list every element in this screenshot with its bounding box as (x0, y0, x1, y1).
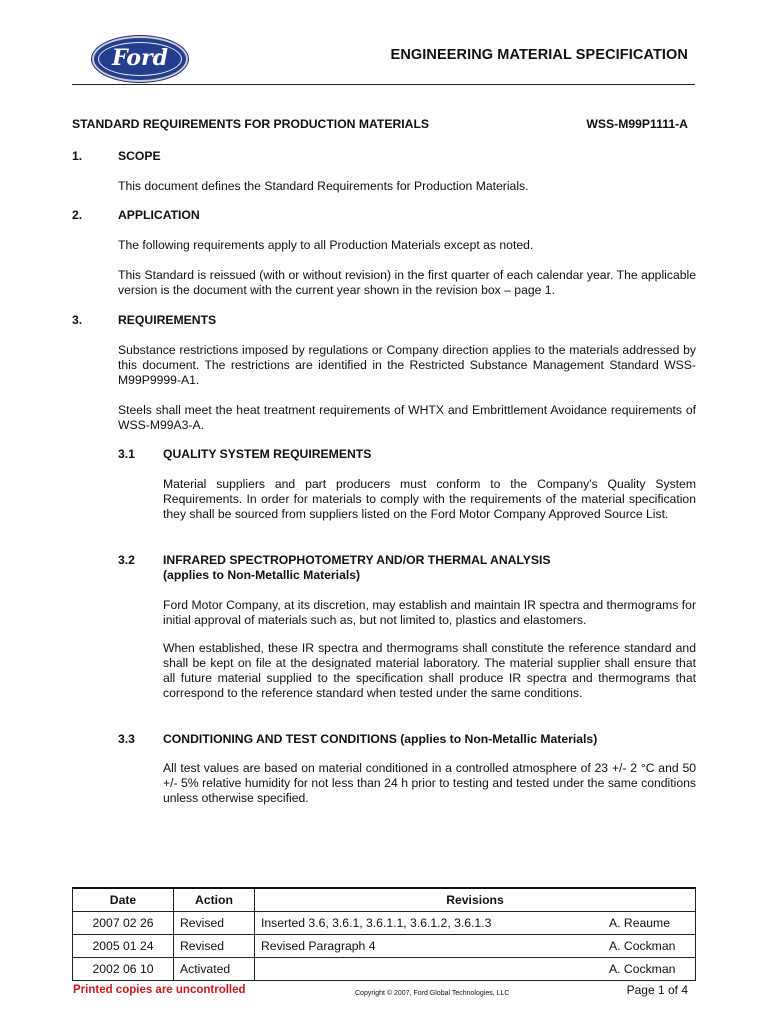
revision-date: 2002 06 10 (73, 958, 174, 981)
page-number: Page 1 of 4 (626, 983, 688, 997)
revision-author: A. Cockman (609, 961, 676, 976)
revision-text: Revised Paragraph 4 (261, 938, 376, 953)
section-1-paragraph: This document defines the Standard Requirements for Production Materials. (118, 179, 529, 193)
revision-cell (255, 912, 696, 935)
section-3-heading: REQUIREMENTS (118, 313, 217, 327)
table-row (73, 935, 696, 958)
uncontrolled-copy-notice: Printed copies are uncontrolled (73, 984, 246, 996)
section-3-1-paragraph: Material suppliers and part producers must conform to the Company's Quality System Requirements. In order for materials to comply with the requirements of the material specification they shall be sourced from suppliers listed on the Ford Motor Company Approved Source List. (163, 477, 696, 521)
action-column-header: Action (174, 888, 255, 912)
document-title: STANDARD REQUIREMENTS FOR PRODUCTION MATERIALS (72, 117, 430, 131)
revisions-table (72, 887, 696, 981)
revisions-column-header: Revisions (255, 888, 696, 912)
section-3-paragraph-1: Substance restrictions imposed by regulations or Company direction applies to the materials addressed by this document. The restrictions are identified in the Restricted Substance Management Standard WSS-M99P9999-A1. (118, 343, 696, 387)
section-3-number: 3. (72, 313, 83, 327)
logo-text: Ford (111, 45, 169, 71)
section-3-1-number: 3.1 (118, 447, 135, 461)
section-3-2-number: 3.2 (118, 553, 135, 567)
section-1-heading: SCOPE (118, 149, 161, 163)
revision-action: Revised (174, 912, 255, 935)
page-title: ENGINEERING MATERIAL SPECIFICATION (390, 47, 688, 63)
section-1-number: 1. (72, 149, 83, 163)
revision-author: A. Reaume (609, 915, 670, 930)
revision-action: Revised (174, 935, 255, 958)
ford-logo (92, 36, 188, 82)
section-3-3-heading: CONDITIONING AND TEST CONDITIONS (applies to Non-Metallic Materials) (163, 732, 598, 746)
table-header-row (73, 888, 696, 912)
section-3-3-paragraph: All test values are based on material conditioned in a controlled atmosphere of 23 +/- 2 °C and 50 +/- 5% relative humidity for not less than 24 h prior to testing and tested under the same conditions unless otherwise specified. (163, 761, 696, 805)
table-row (73, 958, 696, 981)
revision-action: Activated (174, 958, 255, 981)
header-divider (72, 84, 695, 85)
section-3-paragraph-2: Steels shall meet the heat treatment requirements of WHTX and Embrittlement Avoidance requirements of WSS-M99A3-A. (118, 403, 696, 432)
section-2-paragraph-2: This Standard is reissued (with or without revision) in the first quarter of each calendar year. The applicable version is the document with the current year shown in the revision box – page 1. (118, 268, 696, 297)
spec-number: WSS-M99P1111-A (586, 117, 688, 131)
revision-text: Inserted 3.6, 3.6.1, 3.6.1.1, 3.6.1.2, 3.6.1.3 (261, 915, 492, 930)
section-3-2-heading-line-2: (applies to Non-Metallic Materials) (163, 568, 361, 582)
revision-date: 2007 02 26 (73, 912, 174, 935)
section-3-3-number: 3.3 (118, 732, 135, 746)
section-3-2-heading-line-1: INFRARED SPECTROPHOTOMETRY AND/OR THERMAL ANALYSIS (163, 553, 551, 567)
revision-cell (255, 935, 696, 958)
section-3-2-paragraph-2: When established, these IR spectra and thermograms shall constitute the reference standard and shall be kept on file at the designated material laboratory. The material supplier shall ensure that all future material supplied to the specification shall produce IR spectra and thermograms that correspond to the reference standard when tested under the same conditions. (163, 641, 696, 700)
section-3-2-paragraph-1: Ford Motor Company, at its discretion, may establish and maintain IR spectra and thermograms for initial approval of materials such as, but not limited to, plastics and elastomers. (163, 598, 696, 627)
copyright-notice: Copyright © 2007, Ford Global Technologies, LLC (355, 990, 510, 997)
section-3-1-heading: QUALITY SYSTEM REQUIREMENTS (163, 447, 372, 461)
section-2-number: 2. (72, 208, 83, 222)
revision-author: A. Cockman (609, 938, 676, 953)
section-2-heading: APPLICATION (118, 208, 200, 222)
revision-cell (255, 958, 696, 981)
table-row (73, 912, 696, 935)
date-column-header: Date (73, 888, 174, 912)
revision-date: 2005 01 24 (73, 935, 174, 958)
section-2-paragraph-1: The following requirements apply to all Production Materials except as noted. (118, 238, 534, 252)
